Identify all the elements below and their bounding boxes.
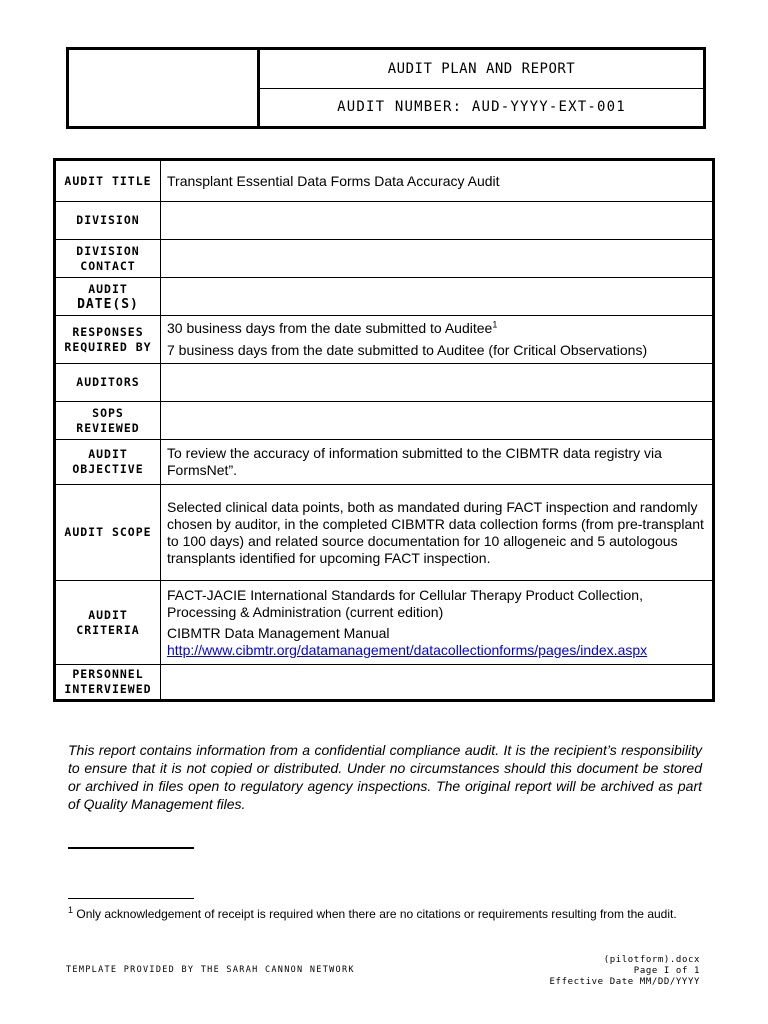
footer-template-credit: TEMPLATE PROVIDED BY THE SARAH CANNON NETWORK: [66, 965, 355, 975]
label-line: INTERVIEWED: [64, 682, 152, 696]
footnote-separator: [68, 898, 194, 899]
row-audit-title: [55, 160, 714, 202]
criteria-line-1: FACT-JACIE International Standards for Cellular Therapy Product Collection, Processing & Administration (current edition): [167, 586, 643, 620]
value-auditors[interactable]: [161, 364, 714, 402]
audit-number: AUDIT NUMBER: AUD-YYYY-EXT-001: [337, 99, 626, 116]
value-audit-objective[interactable]: To review the accuracy of information submitted to the CIBMTR data registry via FormsNet”.: [161, 440, 714, 485]
label-line: AUDIT: [88, 281, 128, 296]
label-responses-required: [55, 316, 161, 364]
row-auditors: [55, 364, 714, 402]
row-audit-objective: [55, 440, 714, 485]
header-right: [260, 50, 703, 126]
value-responses-required[interactable]: [161, 316, 714, 364]
footer-effective-date: Effective Date MM/DD/YYYY: [549, 977, 700, 987]
footnote-number: 1: [68, 905, 74, 915]
header-box: [66, 47, 706, 129]
confidentiality-disclaimer: This report contains information from a confidential compliance audit. It is the recipient’s responsibility to ensure that it is not copied or distributed. Under no circumstances should this document be stored or archived in files open to regulatory agency inspections. The original report will be archived as part of Quality Management files.: [68, 742, 702, 812]
label-line: SOPS: [92, 405, 124, 420]
logo-placeholder: [69, 50, 260, 126]
label-line: REVIEWED: [76, 420, 140, 435]
document-title: AUDIT PLAN AND REPORT: [260, 50, 703, 89]
value-audit-criteria[interactable]: [161, 581, 714, 665]
footnote: [68, 906, 702, 922]
row-audit-criteria: [55, 581, 714, 665]
row-responses-required: [55, 316, 714, 364]
value-sops-reviewed[interactable]: [161, 402, 714, 440]
row-audit-dates: [55, 278, 714, 316]
footnote-text: Only acknowledgement of receipt is required when there are no citations or requirements resulting from the audit.: [76, 907, 677, 921]
label-line: DIVISION: [76, 243, 140, 258]
label-line: RESPONSES: [72, 324, 144, 339]
footer-doc-info: [550, 955, 700, 988]
value-division-contact[interactable]: [161, 240, 714, 278]
row-division: [55, 202, 714, 240]
audit-details-table: [53, 158, 715, 702]
value-audit-dates[interactable]: [161, 278, 714, 316]
data-management-link[interactable]: http://www.cibmtr.org/datamanagement/datacollectionforms/pages/index.aspx: [167, 641, 648, 658]
label-line: REQUIRED BY: [64, 339, 152, 354]
value-personnel-interviewed[interactable]: [161, 665, 714, 701]
label-audit-title: AUDIT TITLE: [55, 160, 161, 202]
label-line: CONTACT: [80, 258, 136, 273]
label-audit-objective: [55, 440, 161, 485]
label-line: AUDIT: [88, 607, 128, 622]
criteria-line-2: CIBMTR Data Management Manual: [167, 624, 390, 641]
footer-filename: (pilotform).docx: [603, 955, 700, 965]
row-personnel-interviewed: [55, 665, 714, 701]
row-division-contact: [55, 240, 714, 278]
label-auditors: AUDITORS: [55, 364, 161, 402]
label-audit-dates: [55, 278, 161, 316]
footnote-ref: 1: [492, 319, 498, 330]
label-line: DATE(S): [77, 296, 139, 312]
signature-rule: [68, 847, 194, 849]
label-sops-reviewed: [55, 402, 161, 440]
label-line: AUDIT: [88, 447, 128, 461]
label-division: DIVISION: [55, 202, 161, 240]
responses-line-1: 30 business days from the date submitted to Auditee: [167, 320, 493, 336]
row-sops-reviewed: [55, 402, 714, 440]
label-line: OBJECTIVE: [72, 462, 144, 476]
label-audit-scope: AUDIT SCOPE: [55, 485, 161, 581]
label-division-contact: [55, 240, 161, 278]
value-audit-scope[interactable]: Selected clinical data points, both as mandated during FACT inspection and randomly chosen by auditor, in the completed CIBMTR data collection forms (from pre-transplant to 100 days) and related source documentation for 10 allogeneic and 5 autologous transplants identified for upcoming FACT inspection.: [161, 485, 714, 581]
responses-line-2: 7 business days from the date submitted to Auditee (for Critical Observations): [167, 342, 648, 358]
label-audit-criteria: [55, 581, 161, 665]
label-line: CRITERIA: [76, 622, 140, 637]
label-personnel-interviewed: [55, 665, 161, 701]
label-line: PERSONNEL: [72, 667, 144, 681]
row-audit-scope: [55, 485, 714, 581]
value-audit-title[interactable]: Transplant Essential Data Forms Data Accuracy Audit: [161, 160, 714, 202]
value-division[interactable]: [161, 202, 714, 240]
footer-page-number: Page I of 1: [633, 966, 700, 976]
